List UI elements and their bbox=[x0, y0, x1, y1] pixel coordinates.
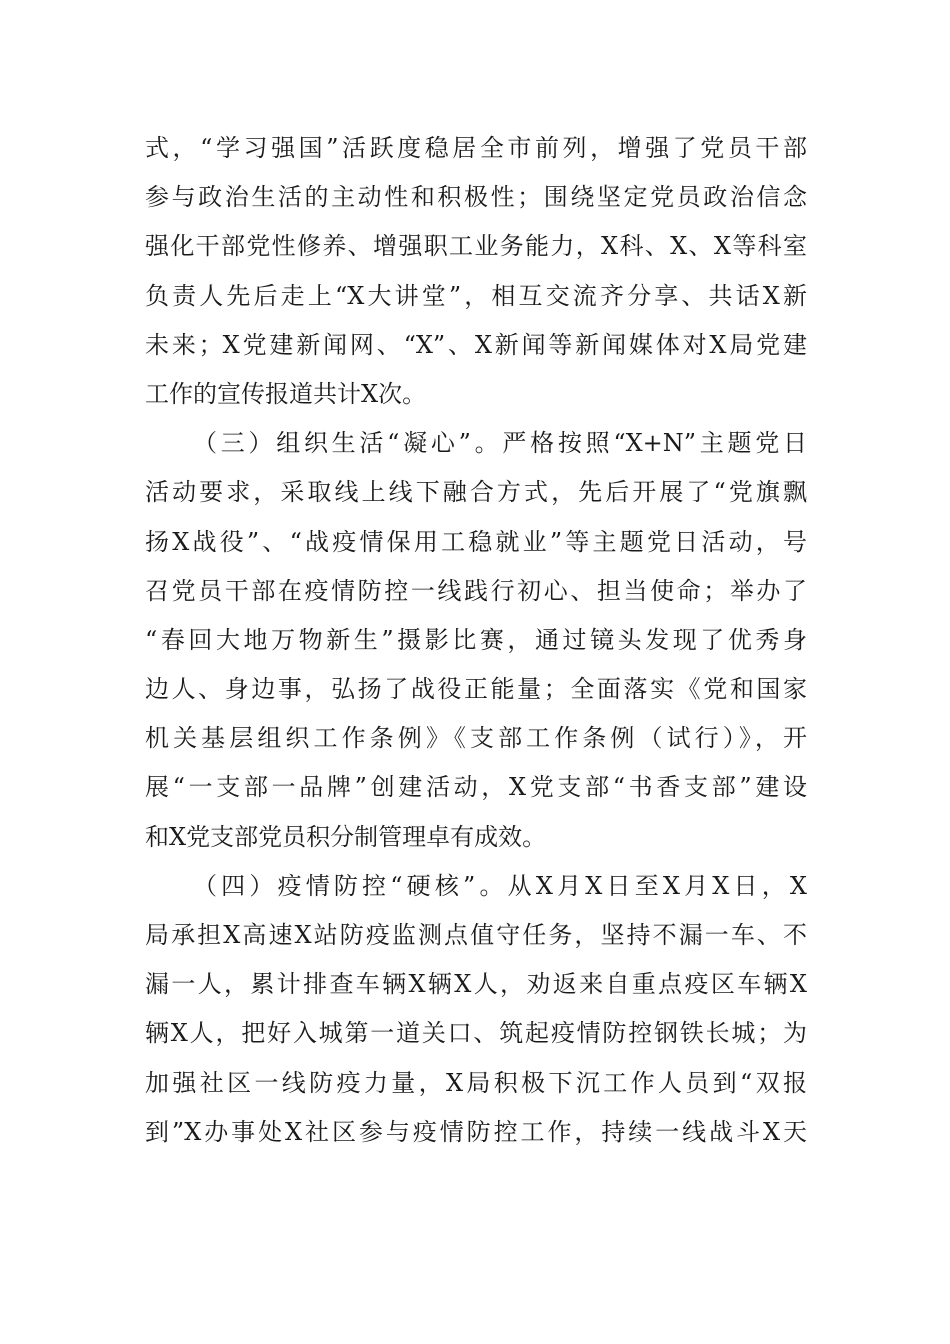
text-line: 式，“学习强国”活跃度稳居全市前列，增强了党员干部 bbox=[145, 134, 807, 162]
text-line: 未来；X党建新闻网、“X”、X新闻等新闻媒体对X局党建 bbox=[145, 330, 807, 359]
body-text bbox=[145, 124, 807, 1157]
text-line: 机关基层组织工作条例》《支部工作条例（试行）》，开 bbox=[145, 724, 807, 753]
text-line: 到”X办事处X社区参与疫情防控工作，持续一线战斗X天 bbox=[145, 1117, 807, 1146]
text-line: 强化干部党性修养、增强职工业务能力，X科、X、X等科室 bbox=[145, 232, 807, 261]
text-line: 参与政治生活的主动性和积极性；围绕坚定党员政治信念 bbox=[145, 183, 807, 212]
text-line: 漏一人，累计排查车辆X辆X人，劝返来自重点疫区车辆X bbox=[145, 970, 807, 999]
text-line: “春回大地万物新生”摄影比赛，通过镜头发现了优秀身 bbox=[145, 625, 807, 654]
text-line: 边人、身边事，弘扬了战役正能量；全面落实《党和国家 bbox=[145, 675, 807, 704]
text-line: 扬X战役”、“战疫情保用工稳就业”等主题党日活动，号 bbox=[145, 527, 807, 556]
section-heading-line: （三）组织生活“凝心”。严格按照“X+N”主题党日 bbox=[193, 429, 807, 458]
text-line: 活动要求，采取线上线下融合方式，先后开展了“党旗飘 bbox=[145, 478, 807, 507]
text-line: 局承担X高速X站防疫监测点值守任务，坚持不漏一车、不 bbox=[145, 921, 807, 949]
section-heading-line: （四）疫情防控“硬核”。从X月X日至X月X日，X bbox=[193, 871, 807, 900]
text-line: 负责人先后走上“X大讲堂”，相互交流齐分享、共话X新 bbox=[145, 281, 807, 310]
text-line: 辆X人，把好入城第一道关口、筑起疫情防控钢铁长城；为 bbox=[145, 1019, 807, 1048]
text-line: 展“一支部一品牌”创建活动，X党支部“书香支部”建设 bbox=[145, 773, 807, 802]
text-line: 和X党支部党员积分制管理卓有成效。 bbox=[145, 822, 547, 851]
text-line: 工作的宣传报道共计X次。 bbox=[145, 379, 427, 408]
text-line: 召党员干部在疫情防控一线践行初心、担当使命；举办了 bbox=[145, 576, 807, 605]
text-line: 加强社区一线防疫力量，X局积极下沉工作人员到“双报 bbox=[145, 1068, 807, 1097]
